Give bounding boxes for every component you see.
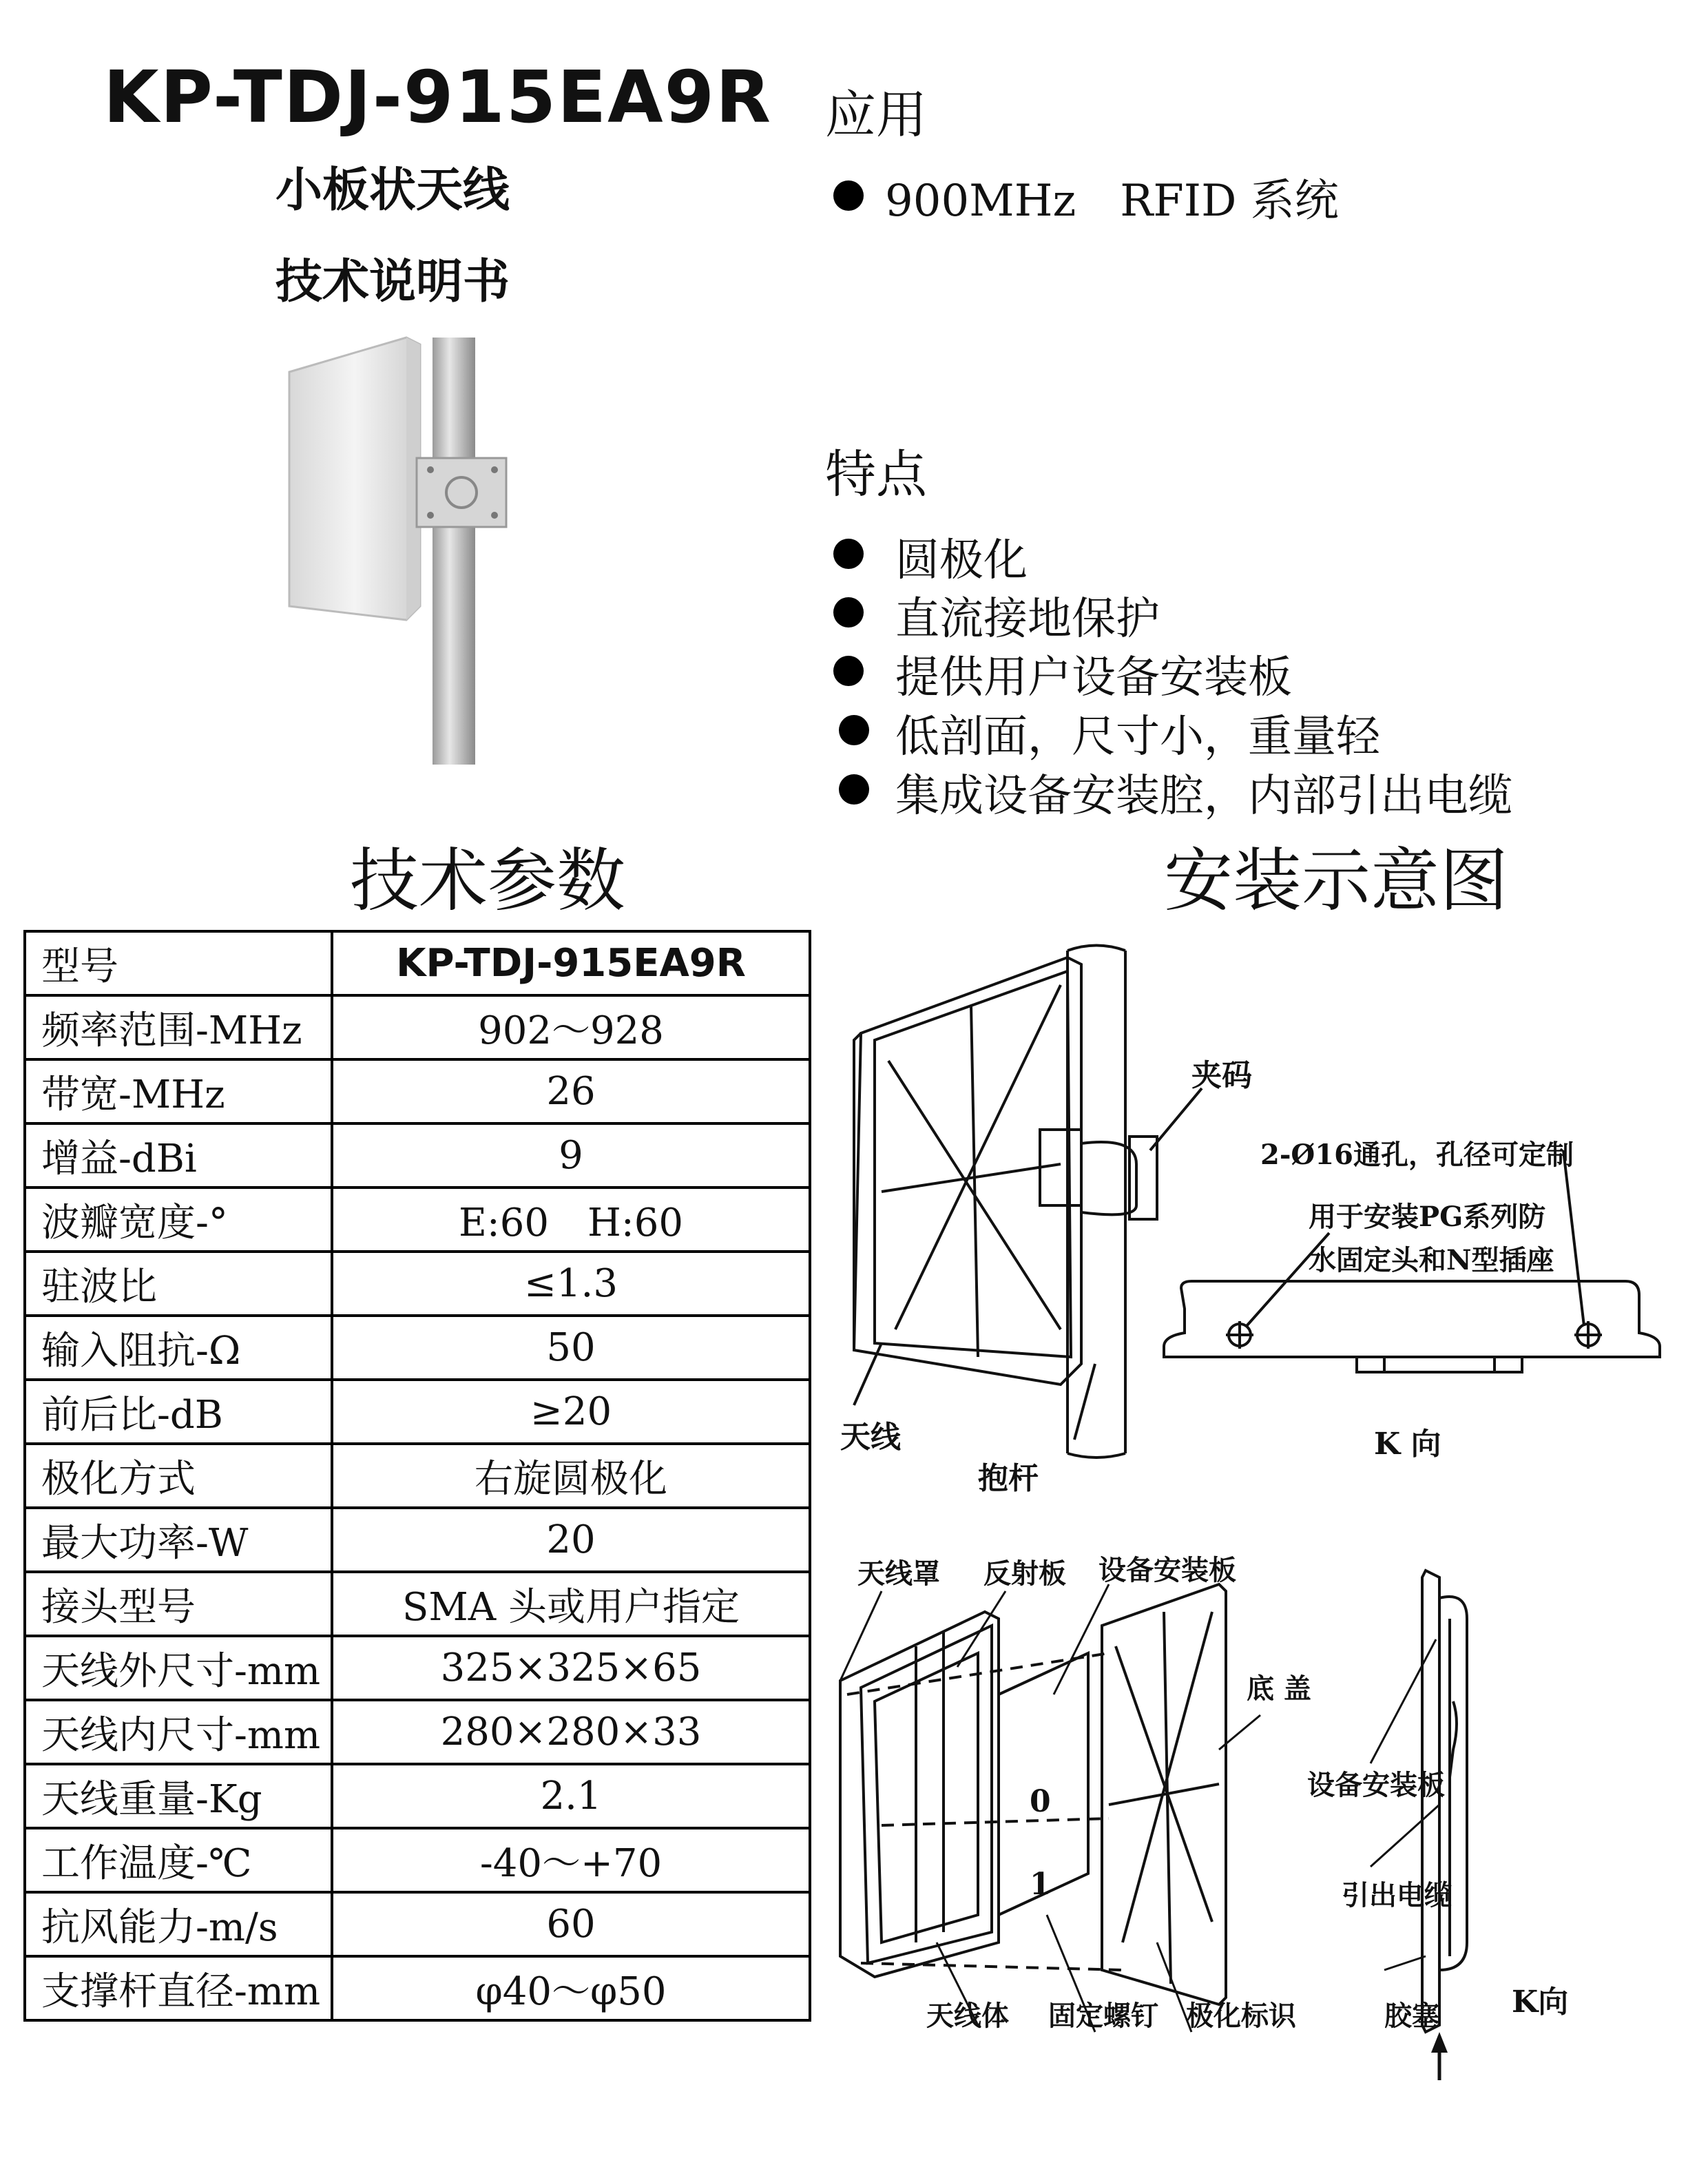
product-photo [275,324,523,765]
table-row [25,1828,810,1892]
table-row [25,931,810,995]
param-value: ≥20 [332,1380,810,1444]
feature-item: 圆极化 [895,535,1028,586]
bullet-dot [833,656,864,686]
bullet-dot [833,597,864,628]
features-heading: 特点 [825,445,927,504]
param-label: 天线重量-Kg [25,1764,332,1828]
table-row [25,1188,810,1252]
label-screw: 固定螺钉 [1048,2000,1158,2032]
param-label: 前后比-dB [25,1380,332,1444]
table-row [25,1508,810,1572]
param-value: 902～928 [332,995,810,1059]
param-label: 天线外尺寸-mm [25,1636,332,1700]
param-value: ≤1.3 [332,1252,810,1316]
table-row [25,1892,810,1956]
table-row [25,1572,810,1636]
label-rubber-plug: 胶塞 [1384,2000,1439,2032]
param-label: 驻波比 [25,1252,332,1316]
param-value: SMA 头或用户指定 [332,1572,810,1636]
param-label: 频率范围-MHz [25,995,332,1059]
param-value: 右旋圆极化 [332,1444,810,1508]
table-row [25,1956,810,2020]
param-value: E:60 H:60 [332,1188,810,1252]
table-row [25,1636,810,1700]
param-value: 9 [332,1123,810,1188]
label-k-direction-2: K向 [1512,1984,1569,2020]
param-value: 50 [332,1316,810,1380]
bullet-dot [839,715,869,745]
label-k-direction: K 向 [1374,1427,1441,1462]
param-label: 接头型号 [25,1572,332,1636]
bullet-dot [839,774,869,805]
feature-item: 集成设备安装腔，内部引出电缆 [895,771,1512,822]
label-pol-mark: 极化标识 [1186,2000,1296,2032]
param-label: 型号 [25,931,332,995]
label-pg-note-2: 水固定头和N型插座 [1309,1244,1554,1276]
label-base-cover: 底 盖 [1247,1672,1311,1705]
param-value: 280×280×33 [332,1700,810,1764]
application-heading: 应用 [825,85,927,145]
param-value: φ40～φ50 [332,1956,810,2020]
param-label: 输入阻抗-Ω [25,1316,332,1380]
param-label: 波瓣宽度-° [25,1188,332,1252]
label-hole-note: 2-Ø16通孔，孔径可定制 [1260,1139,1574,1171]
table-row [25,1059,810,1123]
label-antenna: 天线 [840,1420,901,1455]
document-type: 技术说明书 [275,255,510,309]
param-label: 增益-dBi [25,1123,332,1188]
label-pg-note-1: 用于安装PG系列防 [1309,1201,1546,1233]
product-subtitle: 小板状天线 [275,163,510,218]
table-row [25,1380,810,1444]
label-antenna-body: 天线体 [926,2000,1009,2032]
param-label: 支撑杆直径-mm [25,1956,332,2020]
param-value: -40～+70 [332,1828,810,1892]
table-row [25,1764,810,1828]
feature-item: 直流接地保护 [895,594,1160,645]
param-value: KP-TDJ-915EA9R [332,931,810,995]
label-reflector: 反射板 [983,1557,1066,1590]
table-row [25,1252,810,1316]
param-label: 极化方式 [25,1444,332,1508]
param-label: 最大功率-W [25,1508,332,1572]
table-row [25,1316,810,1380]
label-mark-1: 1 [1030,1867,1051,1902]
install-diagram-mounting [833,944,1680,1508]
param-value: 2.1 [332,1764,810,1828]
param-label: 工作温度-℃ [25,1828,332,1892]
label-radome: 天线罩 [857,1557,940,1590]
label-mark-0: 0 [1030,1784,1051,1819]
table-row [25,1700,810,1764]
param-value: 60 [332,1892,810,1956]
table-row [25,995,810,1059]
application-item: 900MHz RFID 系统 [885,176,1339,227]
label-equip-plate-2: 设备安装板 [1307,1769,1445,1801]
bullet-dot [833,180,864,211]
param-value: 325×325×65 [332,1636,810,1700]
label-clamp: 夹码 [1191,1058,1252,1093]
page-title: KP-TDJ-915EA9R [103,55,773,139]
spec-table [23,930,811,2022]
params-heading: 技术参数 [350,840,625,921]
label-cable-out: 引出电缆 [1342,1879,1452,1911]
table-row [25,1123,810,1188]
label-equip-plate: 设备安装板 [1098,1554,1236,1586]
param-label: 天线内尺寸-mm [25,1700,332,1764]
install-heading: 安装示意图 [1164,840,1508,921]
feature-item: 低剖面，尺寸小，重量轻 [895,712,1380,763]
bullet-dot [833,539,864,569]
param-label: 抗风能力-m/s [25,1892,332,1956]
label-pole: 抱杆 [978,1461,1039,1496]
feature-item: 提供用户设备安装板 [895,652,1292,703]
table-row [25,1444,810,1508]
param-label: 带宽-MHz [25,1059,332,1123]
param-value: 20 [332,1508,810,1572]
param-value: 26 [332,1059,810,1123]
